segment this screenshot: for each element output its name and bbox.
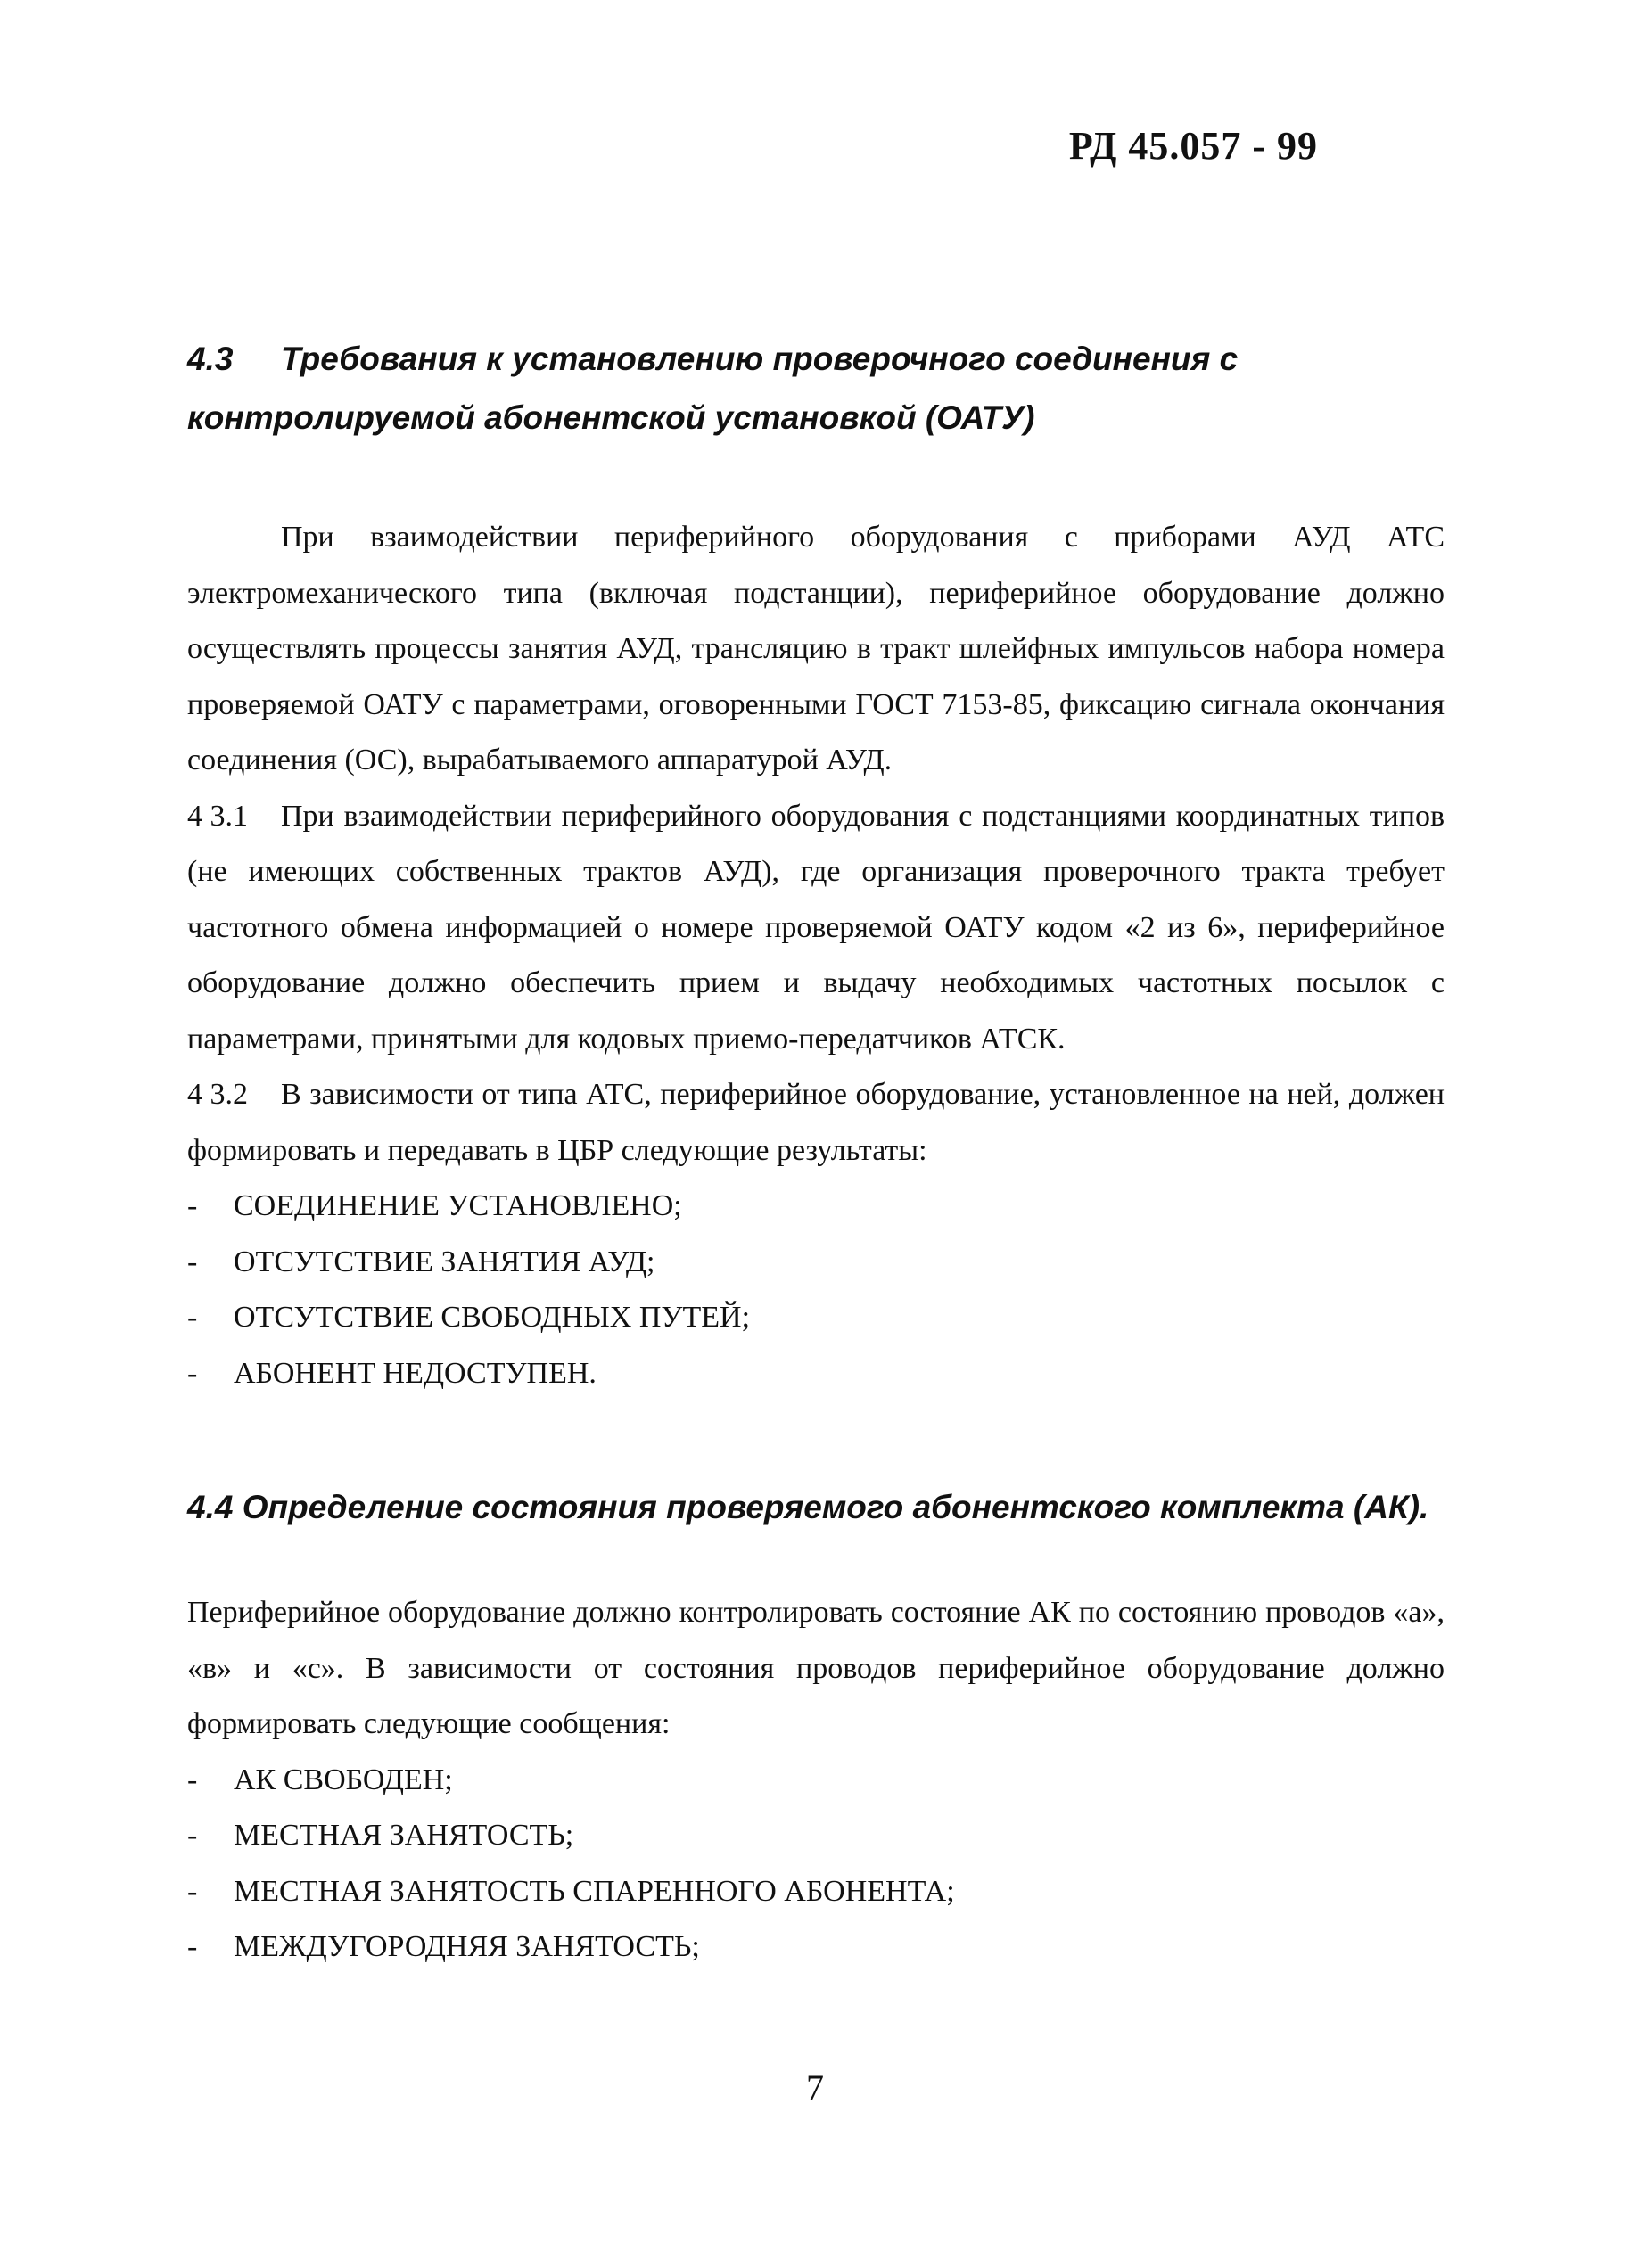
section-4-3-title-text: Требования к установлению проверочного соединения с <box>281 341 1239 377</box>
list-item <box>187 1346 1445 1402</box>
list-item <box>187 1864 1445 1920</box>
bullet-dash: - <box>187 1245 198 1278</box>
clause-4-3-1-text: При взаимодействии периферийного оборудования с подстанциями координатных типов (не имеющих собственных трактов АУД), где организация проверочного тракта требует частотного обмена информацией о номере проверяемой ОАТУ кодом «2 из 6», периферийное оборудование должно обеспечить прием и выдачу необходимых частотных посылок с параметрами, принятыми для кодовых приемо-передатчиков АТСК. <box>187 799 1445 1056</box>
section-4-3-number: 4.3 <box>187 341 234 377</box>
section-4-3-body <box>187 510 1445 1401</box>
bullet-dash: - <box>187 1301 198 1334</box>
clause-4-3-2 <box>187 1067 1445 1179</box>
page-number: 7 <box>806 2067 824 2108</box>
section-4-3-title-line-1 <box>187 341 1238 377</box>
section-4-3-intro: При взаимодействии периферийного оборудования с приборами АУД АТС электромеханического типа (включая подстанции), периферийное оборудование должно осуществлять процессы занятия АУД, трансляцию в тракт шлейфных импульсов набора номера проверяемой ОАТУ с параметрами, оговоренными ГОСТ 7153-85, фиксацию сигнала окончания соединения (ОС), вырабатываемого аппаратурой АУД. <box>187 521 1445 777</box>
bullet-dash: - <box>187 1930 198 1963</box>
section-4-4-intro: Периферийное оборудование должно контролировать состояние АК по состоянию проводов «а», «в» и «с». В зависимости от состояния проводов периферийное оборудование должно формировать следующие сообщения: <box>187 1596 1445 1740</box>
messages-list <box>187 1753 1445 1976</box>
bullet-dash: - <box>187 1819 198 1852</box>
document-code: РД 45.057 - 99 <box>1068 124 1318 168</box>
section-4-3-heading <box>187 330 1462 448</box>
section-4-4-body <box>187 1585 1445 1976</box>
bullet-dash: - <box>187 1874 198 1908</box>
list-item-text: ОТСУТСТВИЕ ЗАНЯТИЯ АУД; <box>234 1245 655 1278</box>
list-item-text: МЕЖДУГОРОДНЯЯ ЗАНЯТОСТЬ; <box>234 1930 700 1963</box>
list-item-text: АБОНЕНТ НЕДОСТУПЕН. <box>234 1356 597 1390</box>
results-list <box>187 1179 1445 1401</box>
list-item-text: МЕСТНАЯ ЗАНЯТОСТЬ; <box>234 1819 574 1852</box>
list-item <box>187 1235 1445 1291</box>
list-item <box>187 1290 1445 1346</box>
section-4-3-title-line-2: контролируемой абонентской установкой (ОАТУ) <box>187 399 1035 436</box>
list-item <box>187 1919 1445 1976</box>
list-item <box>187 1753 1445 1809</box>
bullet-dash: - <box>187 1763 198 1796</box>
list-item-text: ОТСУТСТВИЕ СВОБОДНЫХ ПУТЕЙ; <box>234 1301 751 1334</box>
list-item <box>187 1808 1445 1864</box>
list-item-text: МЕСТНАЯ ЗАНЯТОСТЬ СПАРЕННОГО АБОНЕНТА; <box>234 1874 955 1908</box>
clause-4-3-2-text: В зависимости от типа АТС, периферийное оборудование, установленное на ней, должен формировать и передавать в ЦБР следующие результаты: <box>187 1078 1445 1167</box>
list-item <box>187 1179 1445 1235</box>
bullet-dash: - <box>187 1189 198 1222</box>
list-item-text: СОЕДИНЕНИЕ УСТАНОВЛЕНО; <box>234 1189 682 1222</box>
clause-4-3-1 <box>187 789 1445 1068</box>
bullet-dash: - <box>187 1356 198 1390</box>
list-item-text: АК СВОБОДЕН; <box>234 1763 453 1796</box>
clause-4-3-1-number: 4 3.1 <box>187 799 248 833</box>
clause-4-3-2-number: 4 3.2 <box>187 1078 248 1111</box>
section-4-4-heading: 4.4 Определение состояния проверяемого абонентского комплекта (АК). <box>187 1489 1429 1525</box>
